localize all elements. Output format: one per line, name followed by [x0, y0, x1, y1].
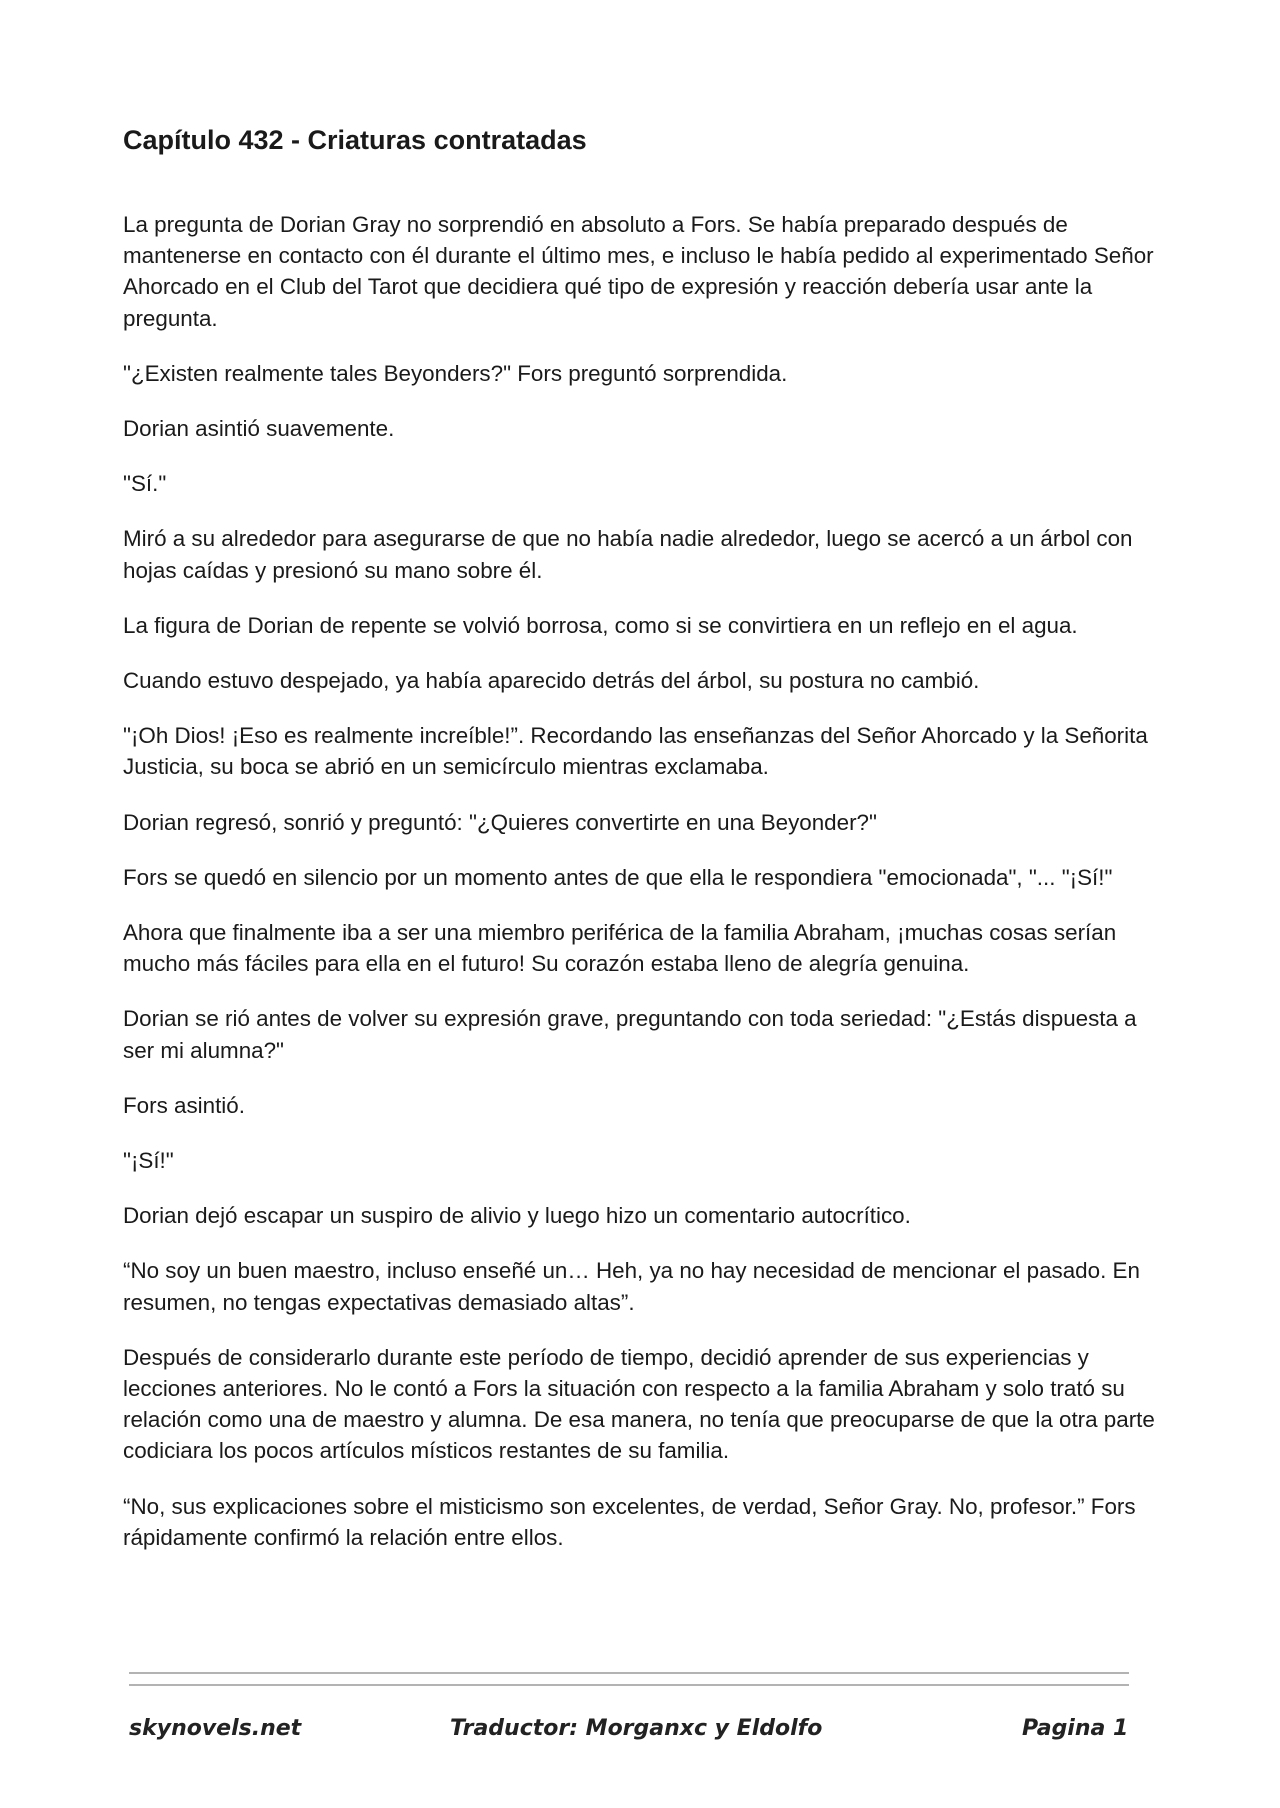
- paragraph: Después de considerarlo durante este período de tiempo, decidió aprender de sus experiencias y lecciones anteriores. No le contó a Fors la situación con respecto a la familia Abraham y solo trató su relación como una de maestro y alumna. De esa manera, no tenía que preocuparse de que la otra parte codiciara los pocos artículos místicos restantes de su familia.: [123, 1344, 1155, 1464]
- paragraph: "¡Oh Dios! ¡Eso es realmente increíble!”. Recordando las enseñanzas del Señor Ahorcado y la Señorita Justicia, su boca se abrió en un semicírculo mientras exclamaba.: [123, 723, 1148, 780]
- paragraph: Fors asintió.: [123, 1092, 245, 1118]
- footer-page-number: Pagina 1: [1022, 1716, 1129, 1741]
- footer-translator: Traductor: Morganxc y Eldolfo: [450, 1716, 823, 1741]
- paragraph: Fors se quedó en silencio por un momento antes de que ella le respondiera "emocionada", "... "¡Sí!": [123, 864, 1113, 890]
- paragraph: Dorian se rió antes de volver su expresión grave, preguntando con toda seriedad: "¿Estás dispuesta a ser mi alumna?": [123, 1006, 1137, 1063]
- paragraph: Dorian regresó, sonrió y preguntó: "¿Quieres convertirte en una Beyonder?": [123, 809, 877, 835]
- paragraph: Ahora que finalmente iba a ser una miembro periférica de la familia Abraham, ¡muchas cosas serían mucho más fáciles para ella en el futuro! Su corazón estaba lleno de alegría genuina.: [123, 920, 1117, 977]
- footer-divider: [129, 1672, 1129, 1674]
- paragraph: "¡Sí!": [123, 1148, 174, 1174]
- paragraph: Cuando estuvo despejado, ya había aparecido detrás del árbol, su postura no cambió.: [123, 668, 980, 694]
- paragraph: "¿Existen realmente tales Beyonders?" Fors preguntó sorprendida.: [123, 360, 788, 386]
- footer-divider: [129, 1684, 1129, 1686]
- paragraph: “No soy un buen maestro, incluso enseñé un… Heh, ya no hay necesidad de mencionar el pasado. En resumen, no tengas expectativas demasiado altas”.: [123, 1258, 1140, 1315]
- paragraph: Dorian dejó escapar un suspiro de alivio y luego hizo un comentario autocrítico.: [123, 1203, 911, 1229]
- chapter-body: [123, 209, 1163, 1577]
- paragraph: La pregunta de Dorian Gray no sorprendió en absoluto a Fors. Se había preparado después de mantenerse en contacto con él durante el último mes, e incluso le había pedido al experimentado Señor Ahorcado en el Club del Tarot que decidiera qué tipo de expresión y reacción debería usar ante la pregunta.: [123, 212, 1154, 331]
- paragraph: Dorian asintió suavemente.: [123, 416, 395, 442]
- paragraph: "Sí.": [123, 471, 167, 497]
- chapter-title: Capítulo 432 - Criaturas contratadas: [123, 125, 587, 155]
- footer-site: skynovels.net: [129, 1716, 302, 1741]
- paragraph: “No, sus explicaciones sobre el misticismo son excelentes, de verdad, Señor Gray. No, profesor.” Fors rápidamente confirmó la relación entre ellos.: [123, 1493, 1136, 1550]
- paragraph: La figura de Dorian de repente se volvió borrosa, como si se convirtiera en un reflejo en el agua.: [123, 612, 1078, 638]
- paragraph: Miró a su alrededor para asegurarse de que no había nadie alrededor, luego se acercó a un árbol con hojas caídas y presionó su mano sobre él.: [123, 526, 1133, 583]
